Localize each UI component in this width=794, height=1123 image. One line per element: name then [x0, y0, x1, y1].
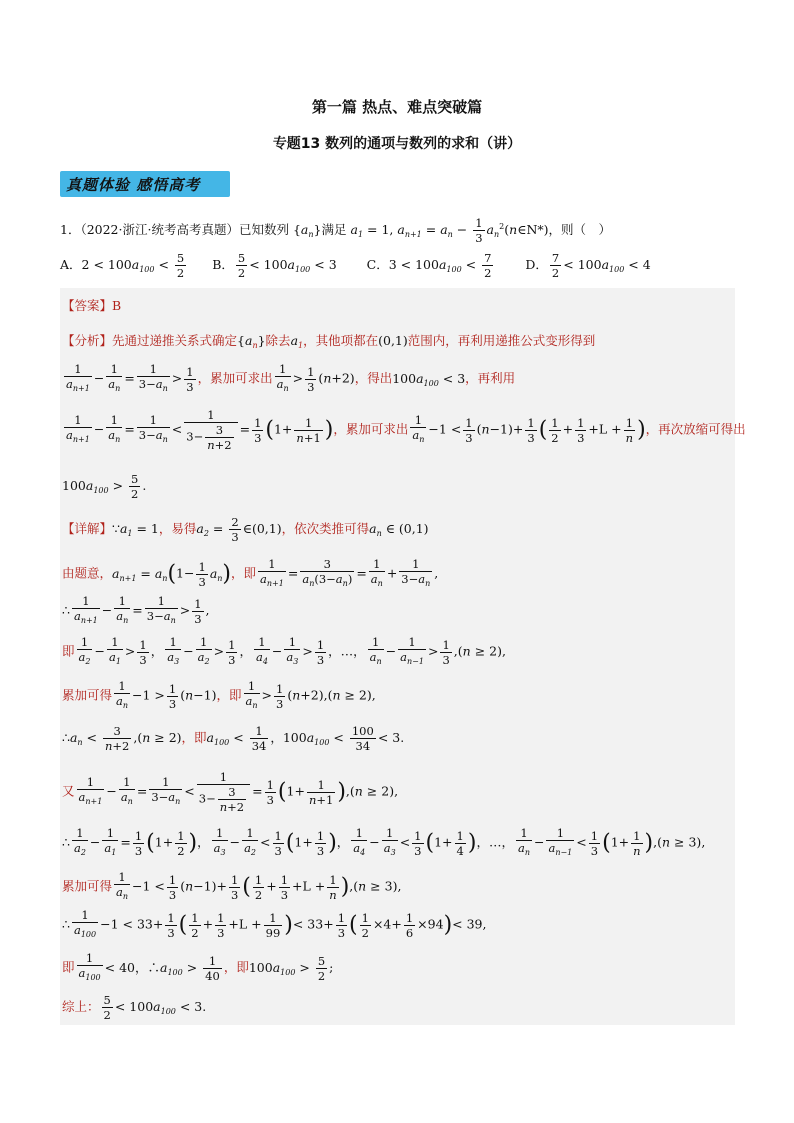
question-stem-prefix: 已知数列	[238, 222, 289, 237]
option-c: C．$3 < 100a_{100}$ < $\frac{7}{2}$	[366, 251, 492, 280]
detail-line-5: 累加可得 $\frac{1}{a_n}$ −1 > $\frac{1}{3}$ (n−1)，即 $\frac{1}{a_n}$ > $\frac{1}{3}$ (n+2),(n ≥ 2),	[62, 679, 376, 711]
detail-line-1: 【详解】$\because a_1 = 1$，易得$a_2$ = $\frac{2}{3}$ ∈(0,1)，依次类推可得$a_n$ ∈ (0,1)	[62, 515, 429, 544]
detail-line-7: 又 $\frac{1}{a_{n+1}}$ − $\frac{1}{a_n}$ = $\frac{1}{3-a_n}$ < 1 3− $\frac{3}{n+2}$ = $\frac{1}{3}$ (1+ $\frac{1}{n+1}$ ),(n ≥ 2),	[62, 770, 399, 814]
analysis-line-1: 【分析】先通过递推关系式确定$\{a_n\}$除去$a_1$，其他项都在(0,1)范围内，再利用递推公式变形得到	[62, 333, 596, 350]
detail-line-2: 由题意，$a_{n+1} = a_n(1-$ $\frac{1}{3}$ $a_n$)，即 $\frac{1}{a_{n+1}}$ = $\frac{3}{a_n(3-a_n)}$ = $\frac{1}{a_n}$ + $\frac{1}{3-a_n}$ ,	[62, 557, 439, 589]
question-stem-end: ，则（ ）	[548, 222, 612, 237]
answer-label: 【答案】	[62, 298, 113, 313]
question-number: 1．	[60, 222, 81, 237]
section-banner	[60, 171, 230, 197]
section-banner-text: 真题体验 感悟高考	[66, 176, 201, 194]
answer-line	[62, 296, 121, 314]
options-row	[60, 251, 651, 280]
detail-line-8: ∴ $\frac{1}{a_2}$ − $\frac{1}{a_1}$ = $\frac{1}{3}$ (1+ $\frac{1}{2}$ )， $\frac{1}{a_3}$ − $\frac{1}{a_2}$ < $\frac{1}{3}$ (1+ $\frac{1}{3}$ )， $\frac{1}{a_4}$ − $\frac{1}{a_3}$ < $\frac{1}{3}$ (1+ $\frac{1}{4}$ )，…， $\frac{1}{a_n}$ − $\frac{1}{a_{n-1}}$ < $\frac{1}{3}$ (1+ $\frac{1}{n}$ ),(n ≥ 3),	[62, 826, 706, 858]
page-subtitle: 专题13 数列的通项与数列的求和（讲）	[272, 136, 522, 152]
question-stem-mid: 满足	[321, 222, 347, 237]
option-a: A．$2 < 100a_{100}$ < $\frac{5}{2}$	[60, 251, 185, 280]
detail-line-6: $\therefore a_n$ < $\frac{3}{n+2}$ ,(n ≥ 2)，即$a_{100}$ < $\frac{1}{34}$ ，$100a_{100}$ < $\frac{100}{34}$ < 3.	[62, 724, 405, 753]
page-title: 第一篇 热点、难点突破篇	[311, 98, 483, 116]
option-d: D． $\frac{7}{2}$ < $100a_{100} < 4$	[525, 251, 651, 280]
detail-line-9: 累加可得 $\frac{1}{a_n}$ −1 < $\frac{1}{3}$ (n−1)+ $\frac{1}{3}$ ( $\frac{1}{2}$ + $\frac{1}{3}$ +L + $\frac{1}{n}$ ),(n ≥ 3),	[62, 870, 402, 902]
detail-line-12: 综上： $\frac{5}{2}$ < $100a_{100} < 3$.	[62, 993, 207, 1022]
question-stem: 1．（2022·浙江·统考高考真题）已知数列 $\{a_n\}$满足 $a_1 = 1$, $a_{n+1} = a_n$ − $\frac{1}{3}$ $a_n^2(n\in N*)$，则（ ）	[60, 216, 612, 245]
analysis-line-3: $\frac{1}{a_{n+1}}$ − $\frac{1}{a_n}$ = $\frac{1}{3-a_n}$ < 1 3− $\frac{3}{n+2}$ = $\frac{1}{3}$ (1+ $\frac{1}{n+1}$ )，累加可求出 $\frac{1}{a_n}$ −1 < $\frac{1}{3}$ (n−1)+ $\frac{1}{3}$ ( $\frac{1}{2}$ + $\frac{1}{3}$ +L + $\frac{1}{n}$ )，再次放缩可得出	[66, 408, 746, 452]
analysis-line-2: $\frac{1}{a_{n+1}}$ − $\frac{1}{a_n}$ = $\frac{1}{3-a_n}$ > $\frac{1}{3}$ ，累加可求出 $\frac{1}{a_n}$ > $\frac{1}{3}$ (n+2)，得出$100a_{100} < 3$，再利用	[66, 362, 516, 394]
detail-line-4: 即 $\frac{1}{a_2}$ − $\frac{1}{a_1}$ > $\frac{1}{3}$ ， $\frac{1}{a_3}$ − $\frac{1}{a_2}$ > $\frac{1}{3}$ ， $\frac{1}{a_4}$ − $\frac{1}{a_3}$ > $\frac{1}{3}$ ，…， $\frac{1}{a_n}$ − $\frac{1}{a_{n-1}}$ > $\frac{1}{3}$ ,(n ≥ 2),	[62, 635, 506, 667]
detail-line-11: 即 $\frac{1}{a_{100}}$ < 40，$\therefore a_{100}$ > $\frac{1}{40}$ ，即$100a_{100}$ > $\frac{5}{2}$ ;	[62, 951, 334, 983]
question-source: （2022·浙江·统考高考真题）	[80, 222, 239, 237]
detail-line-10: ∴ $\frac{1}{a_{100}}$ −1 < 33+ $\frac{1}{3}$ ( $\frac{1}{2}$ + $\frac{1}{3}$ +L + $\frac{1}{99}$ )< 33+ $\frac{1}{3}$ ( $\frac{1}{2}$ ×4+ $\frac{1}{6}$ ×94)< 39,	[62, 908, 487, 940]
answer-value: B	[112, 298, 122, 313]
option-b: B． $\frac{5}{2}$ < $100a_{100} < 3$	[212, 251, 337, 280]
analysis-line-4: $100a_{100}$ > $\frac{5}{2}$ .	[62, 472, 147, 501]
detail-line-3: ∴ $\frac{1}{a_{n+1}}$ − $\frac{1}{a_n}$ = $\frac{1}{3-a_n}$ > $\frac{1}{3}$ ,	[62, 594, 210, 626]
